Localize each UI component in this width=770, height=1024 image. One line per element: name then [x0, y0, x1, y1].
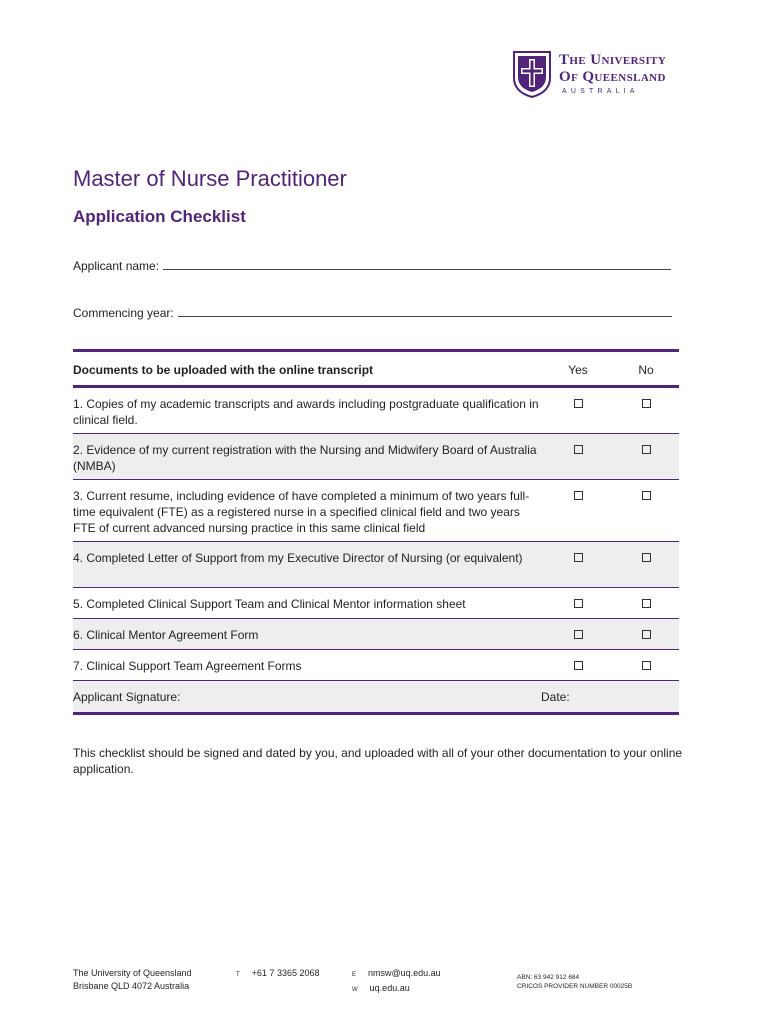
footer-address-line-1: The University of Queensland: [73, 968, 192, 978]
yes-checkbox-7[interactable]: [574, 661, 583, 670]
no-checkbox-4[interactable]: [642, 553, 651, 562]
checklist-table: [73, 349, 679, 715]
no-checkbox-5[interactable]: [642, 599, 651, 608]
signature-row[interactable]: [73, 681, 679, 712]
yes-checkbox-2[interactable]: [574, 445, 583, 454]
footer-phone: [236, 967, 320, 982]
checklist-item-6: 6. Clinical Mentor Agreement Form: [73, 628, 259, 642]
checklist-item-1: 1. Copies of my academic transcripts and awards including postgraduate qualification in clinical field.: [73, 397, 539, 427]
commencing-year-field[interactable]: [73, 306, 672, 320]
cricos-text: CRICOS PROVIDER NUMBER 00025B: [517, 983, 633, 990]
checklist-row: [73, 650, 679, 680]
signature-label: Applicant Signature:: [73, 690, 181, 704]
instruction-note: This checklist should be signed and dated by you, and uploaded with all of your other documentation to your online application.: [73, 746, 683, 776]
table-bottom-rule: [73, 712, 679, 715]
yes-checkbox-5[interactable]: [574, 599, 583, 608]
checklist-item-3: 3. Current resume, including evidence of have completed a minimum of two years full-time equivalent (FTE) as a registered nurse in a specified clinical field and two years FTE of current advanced nursing practice in this same clinical field: [73, 489, 530, 535]
no-checkbox-6[interactable]: [642, 630, 651, 639]
no-checkbox-7[interactable]: [642, 661, 651, 670]
yes-checkbox-6[interactable]: [574, 630, 583, 639]
footer-address-line-2: Brisbane QLD 4072 Australia: [73, 981, 190, 991]
yes-checkbox-1[interactable]: [574, 399, 583, 408]
checklist-item-4: 4. Completed Letter of Support from my Executive Director of Nursing (or equivalent): [73, 551, 523, 565]
no-checkbox-2[interactable]: [642, 445, 651, 454]
document-subtitle: Application Checklist: [73, 207, 246, 226]
checklist-item-2: 2. Evidence of my current registration with the Nursing and Midwifery Board of Australia (NMBA): [73, 443, 537, 473]
checklist-item-5: 5. Completed Clinical Support Team and Clinical Mentor information sheet: [73, 597, 466, 611]
web-tag: W: [352, 987, 358, 993]
applicant-name-field[interactable]: [73, 259, 671, 273]
document-title: Master of Nurse Practitioner: [73, 166, 347, 191]
footer-address: [73, 967, 192, 993]
abn-text: ABN: 63 942 912 684: [517, 974, 580, 981]
checklist-row: [73, 480, 679, 541]
checklist-item-7: 7. Clinical Support Team Agreement Forms: [73, 659, 302, 673]
commencing-year-label: Commencing year:: [73, 306, 174, 320]
commencing-year-line[interactable]: [178, 306, 672, 317]
applicant-name-label: Applicant name:: [73, 259, 160, 273]
logo-line-1: The University: [559, 52, 667, 68]
crest-icon: [512, 50, 552, 98]
logo-line-2: Of Queensland: [559, 69, 666, 85]
phone-number: +61 7 3365 2068: [251, 968, 320, 978]
checklist-row: [73, 542, 679, 587]
checklist-row: [73, 619, 679, 649]
yes-checkbox-4[interactable]: [574, 553, 583, 562]
header-no: No: [638, 363, 654, 377]
web-link[interactable]: uq.edu.au: [369, 983, 410, 993]
email-link[interactable]: nmsw@uq.edu.au: [368, 968, 441, 978]
footer-contact: [352, 967, 441, 997]
header-documents: Documents to be uploaded with the online transcript: [73, 363, 374, 377]
checklist-row: [73, 588, 679, 618]
checklist-row: [73, 388, 679, 433]
footer-registration: [517, 973, 632, 991]
date-label: Date:: [541, 690, 570, 704]
table-header: [73, 352, 679, 385]
no-checkbox-1[interactable]: [642, 399, 651, 408]
applicant-name-line[interactable]: [163, 259, 671, 270]
university-logo: [512, 50, 702, 100]
checklist-row: [73, 434, 679, 479]
logo-line-3: AUSTRALIA: [562, 88, 639, 95]
email-tag: E: [352, 972, 357, 978]
no-checkbox-3[interactable]: [642, 491, 651, 500]
yes-checkbox-3[interactable]: [574, 491, 583, 500]
phone-tag: T: [236, 972, 240, 978]
header-yes: Yes: [568, 363, 588, 377]
